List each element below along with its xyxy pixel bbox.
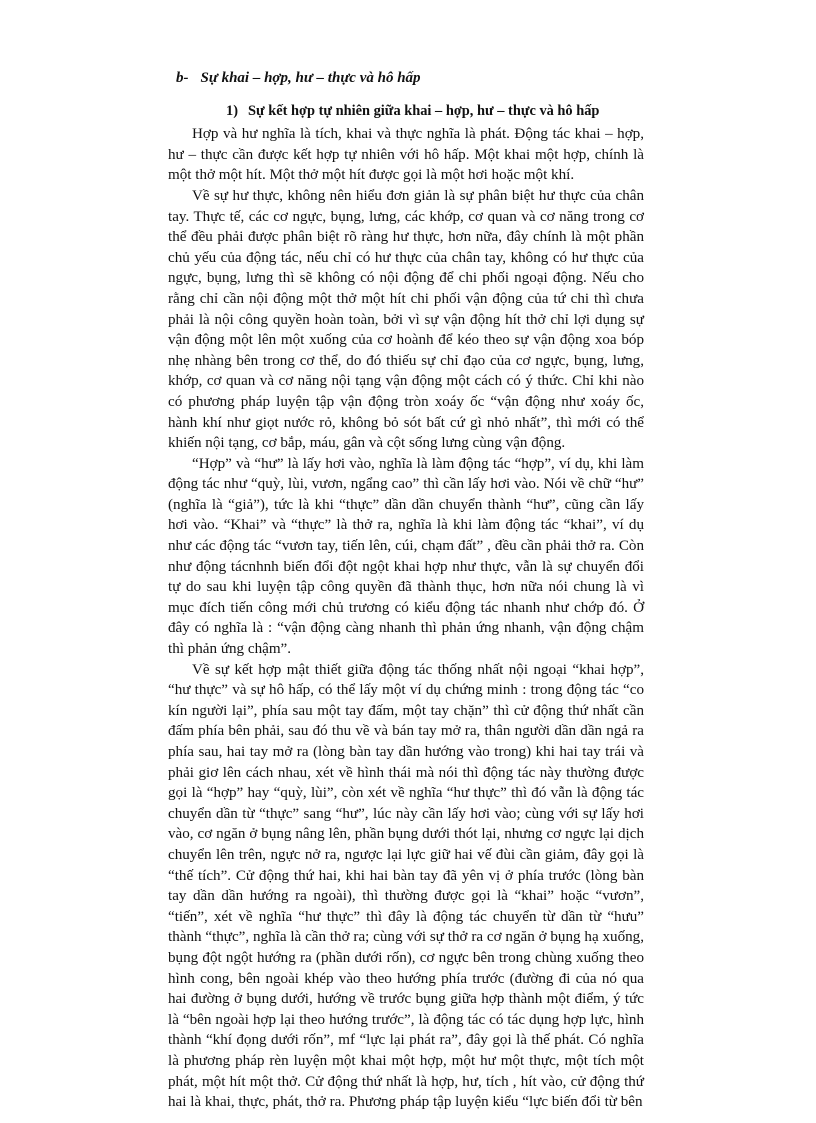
paragraph-2: Về sự hư thực, không nên hiểu đơn giản là sự phân biệt hư thực của chân tay. Thực tế, các cơ ngực, bụng, lưng, các khớp, cơ quan và cơ năng trong cơ thể đều phải được phân biệt rõ ràng hư thực, hơn nữa, đây chính là một phần chủ yếu của động tác, nếu chỉ có hư thực của chân tay, không có hư thực của ngực, bụng, lưng thì sẽ không có nội động để chi phối ngoại động. Nếu cho rằng chỉ cần nội động một thở một hít chi phối vận động của tứ chi thì chưa phải là nội công quyền hoàn toàn, bởi vì sự vận động hít thở chỉ lợi dụng sự vận động một lên một xuống của cơ hoành để kéo theo sự vận động xoa bóp nhẹ nhàng bên trong cơ thể, do đó thiếu sự chỉ đạo của cơ ngực, bụng, lưng, khớp, cơ quan và cơ năng nội tạng vận động một cách có ý thức. Chỉ khi nào có phương pháp luyện tập vận động tròn xoáy ốc “vận động như xoáy ốc, hành khí như giọt nước rỏ, không bỏ sót bất cứ gì nhỏ nhất”, thì mới có thể khiến nội tạng, cơ bắp, máu, gân và cột sống lưng cùng vận động. — [168, 187, 644, 452]
subsection-number: 1) — [226, 102, 238, 119]
subsection-heading — [226, 101, 644, 122]
section-heading — [176, 68, 644, 89]
section-number: b- — [176, 70, 189, 86]
paragraph-1: Hợp và hư nghĩa là tích, khai và thực nghĩa là phát. Động tác khai – hợp, hư – thực cần được kết hợp tự nhiên với hô hấp. Một khai một hợp, chính là một thở một hít. Một thở một hít được gọi là một hơi hoặc một khí. — [168, 126, 644, 184]
paragraph-4: Về sự kết hợp mật thiết giữa động tác thống nhất nội ngoại “khai hợp”, “hư thực” và sự hô hấp, có thể lấy một ví dụ chứng minh : trong động tác “co kín người lại”, phía sau một tay đấm, một tay chặn” thì cử động thứ nhất cần đấm phía bên phải, sau đó thu về và bán tay mở ra, thân người dần dần ngả ra phía sau, hai tay mở ra (lòng bàn tay dần hướng vào trong) khi hai tay trái và phải giơ lên cách nhau, xét về hình thái mà nói thì động tác này thường được gọi là “hợp” hay “quỳ, lùi”, còn xét về nghĩa “hư thực” thì đó vẫn là động tác chuyển dần từ “thực” sang “hư”, lúc này cần lấy hơi vào; cùng với sự lấy hơi vào, cơ ngăn ở bụng nâng lên, phần bụng dưới thót lại, nhưng cơ ngực lại dịch chuyển lên trên, ngực nở ra, ngược lại lực giữ hai vế đùi cần giảm, đây gọi là “thế tích”. Cử động thứ hai, khi hai bàn tay đã yên vị ở phía trước (lòng bàn tay dần dần hướng ra ngoài), thì thường được gọi là “khai” hoặc “vươn”, “tiến”, xét về nghĩa “hư thực” thì đây là động tác chuyển từ dần từ “hưu” thành “thực”, nghĩa là cần thở ra; cùng với sự thở ra cơ ngăn ở bụng hạ xuống, bụng đột ngột hướng ra (phần dưới rốn), cơ ngực bên trong chùng xuống theo hình cong, bên ngoài khép vào theo hướng phía trước (đường đi của nó qua hai đường ở bụng dưới, hướng về trước bụng giữa hợp thành một điểm, ý tức là “bên ngoài hợp lại theo hướng trước”, là động tác có tác dụng hợp lực, hình thành “khí đọng dưới rốn”, mf “lực lại phát ra”, đây gọi là thế phát. Có nghĩa là phương pháp rèn luyện một khai một hợp, một hư một thực, một tích một phát, một hít một thở. Cử động thứ nhất là hợp, hư, tích , hít vào, cử động thứ hai là khai, thực, phát, thở ra. Phương pháp tập luyện kiểu “lực biến đổi từ bên — [168, 661, 644, 1111]
section-title: Sự khai – hợp, hư – thực và hô hấp — [200, 70, 421, 86]
document-page — [168, 68, 644, 1113]
subsection-title: Sự kết hợp tự nhiên giữa khai – hợp, hư – thực và hô hấp — [248, 102, 600, 119]
paragraph-3: “Hợp” và “hư” là lấy hơi vào, nghĩa là làm động tác “hợp”, ví dụ, khi làm động tác như “quỳ, lùi, vươn, ngẩng cao” thì cần lấy hơi vào. Nói về chữ “hư” (nghĩa là “giả”), tức là khi “thực” dần dần chuyển thành “hư”, cũng cần lấy hơi vào. “Khai” và “thực” là thở ra, nghĩa là khi làm động tác “khai”, ví dụ như các động tác “vươn tay, tiến lên, cúi, chạm đất” , đều cần phải thở ra. Còn như động tácnhnh biến đổi đột ngột khai hợp như thực, vẫn là sự chuyển đổi tự do sau khi luyện tập công quyền đã thành thục, hơn nữa nói chung là vì mục đích tiến công mới chủ trương có kiểu động tác nhanh như chớp đó. Ở đây có nghĩa là : “vận động càng nhanh thì phản ứng nhanh, vận động chậm thì phản ứng chậm”. — [168, 455, 644, 658]
